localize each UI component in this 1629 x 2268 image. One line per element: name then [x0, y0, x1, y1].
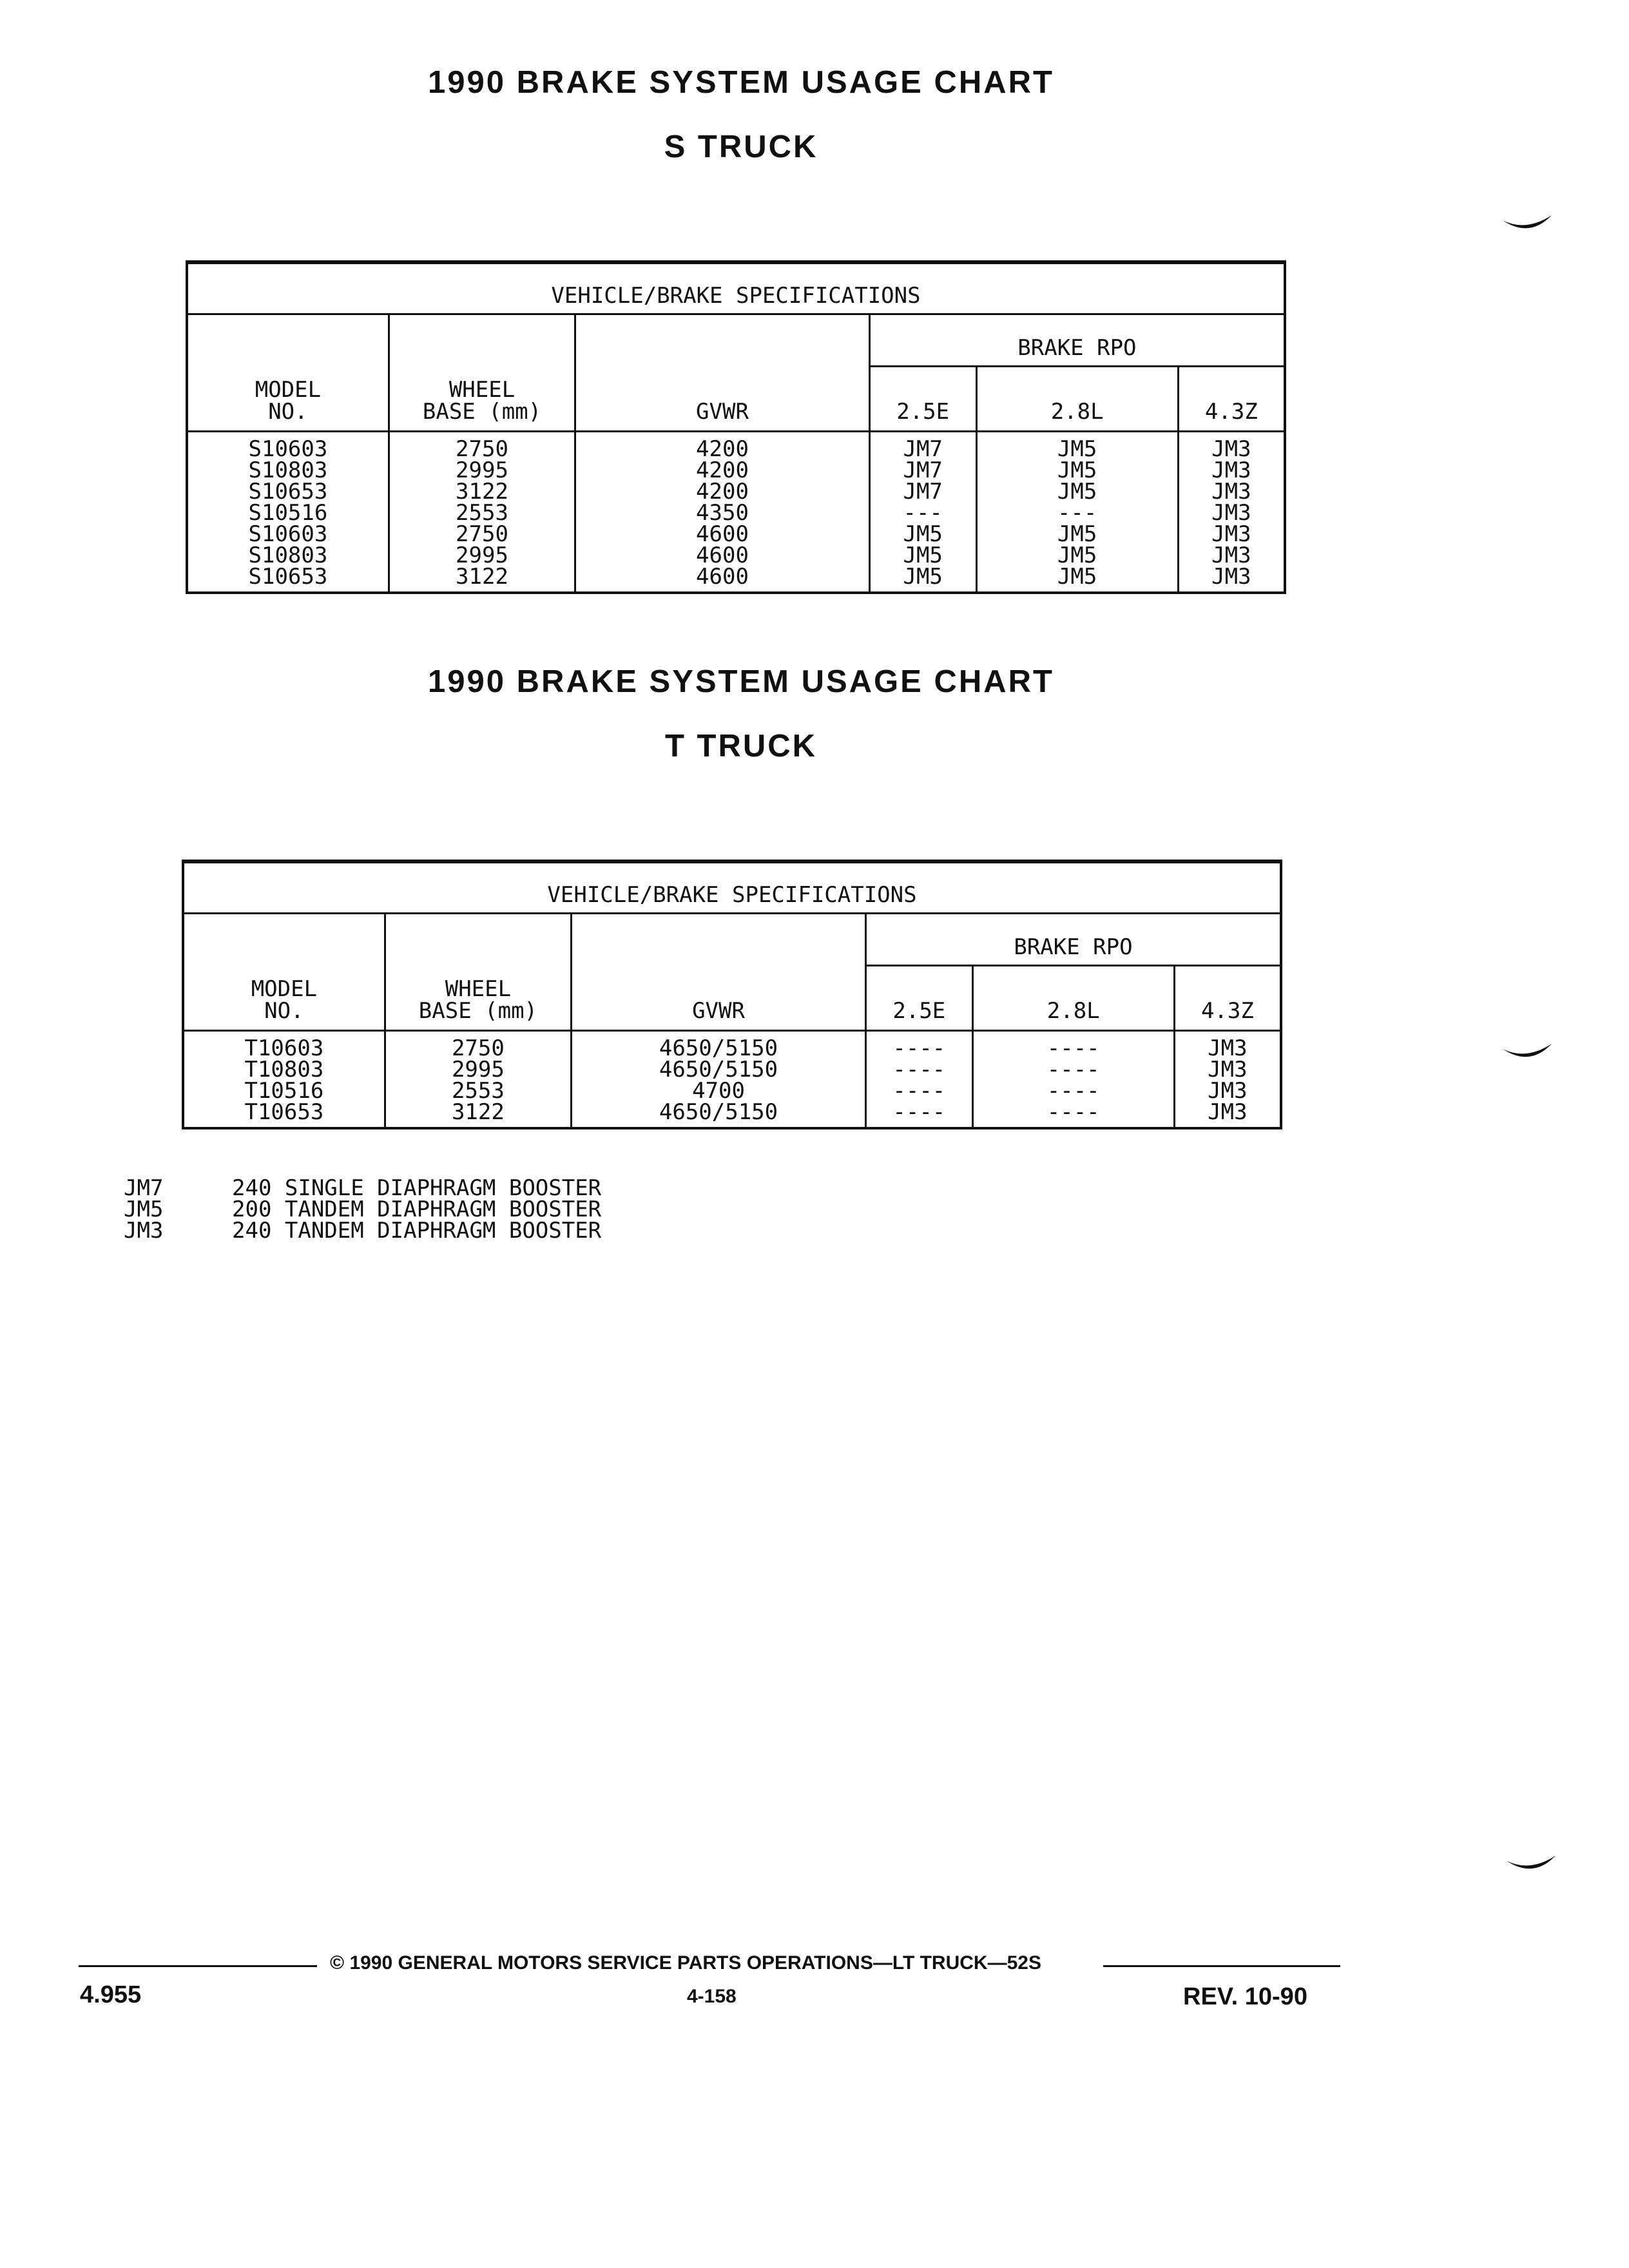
wheelbase-cell: 2553 — [389, 503, 575, 524]
model-cell: T10653 — [183, 1102, 385, 1128]
model-cell: T10516 — [183, 1081, 385, 1102]
header-engine-25e: 2.5E — [869, 367, 976, 432]
wheelbase-cell: 2750 — [385, 1031, 571, 1060]
rpo-43z-cell: JM3 — [1178, 566, 1285, 593]
model-cell: S10653 — [187, 566, 389, 593]
margin-mark-icon — [1501, 1041, 1553, 1067]
header-wheelbase-line2: BASE (mm) — [422, 399, 542, 425]
legend-code: JM7 — [124, 1175, 164, 1201]
gvwr-cell: 4200 — [575, 481, 870, 503]
chart-subtitle-t: T TRUCK — [664, 729, 818, 764]
wheelbase-cell: 2995 — [385, 1059, 571, 1081]
wheelbase-cell: 2553 — [385, 1081, 571, 1102]
rpo-43z-cell: JM3 — [1174, 1102, 1281, 1128]
model-cell: S10653 — [187, 481, 389, 503]
rpo-25e-cell: JM5 — [869, 545, 976, 566]
gvwr-cell: 4650/5150 — [572, 1102, 866, 1128]
header-engine-28l: 2.8L — [976, 367, 1178, 432]
header-engine-43z: 4.3Z — [1178, 367, 1285, 432]
footer-page-number: 4-158 — [687, 1986, 737, 2007]
rpo-25e-cell: ---- — [865, 1081, 972, 1102]
rpo-43z-cell: JM3 — [1178, 460, 1285, 481]
legend-description: 240 TANDEM DIAPHRAGM BOOSTER — [232, 1218, 602, 1244]
header-model-line1: MODEL — [255, 377, 322, 403]
rpo-25e-cell: --- — [869, 503, 976, 524]
rpo-28l-cell: --- — [976, 503, 1178, 524]
table-row — [187, 566, 1285, 593]
rpo-legend — [124, 1175, 602, 1244]
model-cell: S10803 — [187, 545, 389, 566]
model-cell: T10803 — [183, 1059, 385, 1081]
legend-description: 200 TANDEM DIAPHRAGM BOOSTER — [232, 1196, 602, 1222]
chart-title-t: 1990 BRAKE SYSTEM USAGE CHART — [428, 664, 1054, 699]
model-cell: S10803 — [187, 460, 389, 481]
header-engine-28l: 2.8L — [972, 966, 1174, 1031]
header-wheelbase-line1: WHEEL — [448, 377, 516, 403]
header-engine-25e: 2.5E — [865, 966, 972, 1031]
header-model — [183, 914, 385, 1031]
legend-code: JM5 — [124, 1196, 164, 1222]
table-row — [187, 432, 1285, 461]
legend-item — [124, 1220, 601, 1242]
wheelbase-cell: 2995 — [389, 545, 575, 566]
spec-table-t-truck — [182, 860, 1282, 1129]
header-model — [187, 314, 389, 432]
header-wheelbase-line2: BASE (mm) — [418, 998, 538, 1024]
rpo-43z-cell: JM3 — [1178, 524, 1285, 545]
footer-copyright: © 1990 GENERAL MOTORS SERVICE PARTS OPERATIONS—LT TRUCK—52S — [330, 1952, 1041, 1974]
rpo-25e-cell: ---- — [865, 1031, 972, 1060]
legend-code: JM3 — [124, 1218, 164, 1244]
header-wheelbase-line1: WHEEL — [445, 976, 512, 1002]
header-gvwr: GVWR — [575, 314, 870, 432]
gvwr-cell: 4650/5150 — [572, 1031, 866, 1060]
rpo-43z-cell: JM3 — [1178, 503, 1285, 524]
rpo-43z-cell: JM3 — [1174, 1059, 1281, 1081]
gvwr-cell: 4600 — [575, 566, 870, 593]
header-gvwr: GVWR — [572, 914, 866, 1031]
gvwr-cell: 4200 — [575, 460, 870, 481]
footer-rule-right — [1103, 1965, 1340, 1967]
margin-mark-icon — [1505, 1853, 1557, 1879]
rpo-25e-cell: JM7 — [869, 481, 976, 503]
wheelbase-cell: 3122 — [389, 566, 575, 593]
rpo-28l-cell: JM5 — [976, 566, 1178, 593]
gvwr-cell: 4650/5150 — [572, 1059, 866, 1081]
rpo-43z-cell: JM3 — [1174, 1031, 1281, 1060]
gvwr-cell: 4350 — [575, 503, 870, 524]
chart-subtitle-s: S TRUCK — [664, 130, 818, 164]
model-cell: S10603 — [187, 432, 389, 461]
wheelbase-cell: 2750 — [389, 432, 575, 461]
table-title: VEHICLE/BRAKE SPECIFICATIONS — [183, 861, 1281, 914]
rpo-28l-cell: JM5 — [976, 481, 1178, 503]
rpo-28l-cell: JM5 — [976, 524, 1178, 545]
rpo-28l-cell: JM5 — [976, 545, 1178, 566]
header-brake-rpo: BRAKE RPO — [869, 314, 1285, 367]
wheelbase-cell: 3122 — [389, 481, 575, 503]
rpo-28l-cell: JM5 — [976, 432, 1178, 461]
footer-revision: REV. 10-90 — [1183, 1983, 1307, 2010]
table-row — [183, 1102, 1281, 1128]
rpo-28l-cell: JM5 — [976, 460, 1178, 481]
rpo-43z-cell: JM3 — [1174, 1081, 1281, 1102]
margin-mark-icon — [1501, 213, 1553, 238]
rpo-43z-cell: JM3 — [1178, 432, 1285, 461]
wheelbase-cell: 3122 — [385, 1102, 571, 1128]
rpo-28l-cell: ---- — [972, 1081, 1174, 1102]
rpo-25e-cell: ---- — [865, 1059, 972, 1081]
rpo-28l-cell: ---- — [972, 1031, 1174, 1060]
gvwr-cell: 4200 — [575, 432, 870, 461]
rpo-25e-cell: JM5 — [869, 524, 976, 545]
spec-table-s-truck — [186, 260, 1286, 594]
gvwr-cell: 4600 — [575, 524, 870, 545]
footer-rule-left — [79, 1965, 317, 1967]
chart-title-s: 1990 BRAKE SYSTEM USAGE CHART — [428, 65, 1054, 100]
rpo-25e-cell: JM7 — [869, 460, 976, 481]
gvwr-cell: 4600 — [575, 545, 870, 566]
table-row — [183, 1031, 1281, 1060]
header-wheelbase — [389, 314, 575, 432]
legend-description: 240 SINGLE DIAPHRAGM BOOSTER — [232, 1175, 602, 1201]
rpo-43z-cell: JM3 — [1178, 481, 1285, 503]
header-model-line2: NO. — [264, 998, 304, 1024]
footer-section-number: 4.955 — [80, 1981, 142, 2008]
gvwr-cell: 4700 — [572, 1081, 866, 1102]
rpo-28l-cell: ---- — [972, 1059, 1174, 1081]
header-wheelbase — [385, 914, 571, 1031]
wheelbase-cell: 2995 — [389, 460, 575, 481]
rpo-28l-cell: ---- — [972, 1102, 1174, 1128]
header-brake-rpo: BRAKE RPO — [865, 914, 1281, 966]
model-cell: S10603 — [187, 524, 389, 545]
model-cell: T10603 — [183, 1031, 385, 1060]
model-cell: S10516 — [187, 503, 389, 524]
rpo-25e-cell: JM5 — [869, 566, 976, 593]
rpo-25e-cell: JM7 — [869, 432, 976, 461]
header-model-line2: NO. — [268, 399, 308, 425]
rpo-25e-cell: ---- — [865, 1102, 972, 1128]
header-model-line1: MODEL — [251, 976, 318, 1002]
table-title: VEHICLE/BRAKE SPECIFICATIONS — [187, 262, 1285, 314]
wheelbase-cell: 2750 — [389, 524, 575, 545]
header-engine-43z: 4.3Z — [1174, 966, 1281, 1031]
rpo-43z-cell: JM3 — [1178, 545, 1285, 566]
